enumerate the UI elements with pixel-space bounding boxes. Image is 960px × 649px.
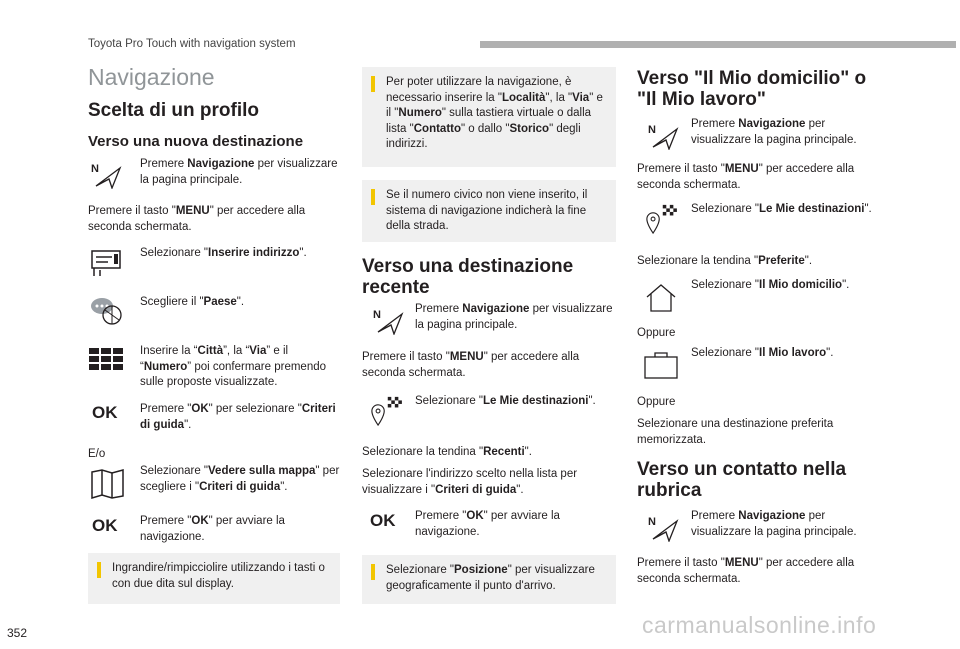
heading-home-work: Verso "Il Mio domicilio" o "Il Mio lavoro" (637, 68, 867, 110)
heading-contact: Verso un contatto nella rubrica (637, 459, 847, 501)
country-icon (90, 296, 126, 326)
step-press-ok-criteria: Premere "OK" per selezionare "Criteri di guida". (140, 403, 336, 431)
step-my-destinations: Selezionare "Le Mie destinazioni". (415, 395, 596, 407)
navigation-icon (645, 512, 681, 542)
step-press-ok-start: Premere "OK" per avviare la navigazione. (415, 510, 560, 538)
note-marker (371, 189, 375, 205)
watermark: carmanualsonline.info (642, 612, 877, 638)
step-my-work: Selezionare "Il Mio lavoro". (691, 347, 834, 359)
svg-text:N: N (648, 124, 656, 136)
heading-recent-destination: Verso una destinazione recente (362, 256, 574, 298)
heading-new-destination: Verso una nuova destinazione (88, 133, 304, 150)
step-view-map: Selezionare "Vedere sulla mappa" per scegliere i "Criteri di guida". (140, 465, 340, 493)
step-press-navigation: Premere Navigazione per visualizzare la pagina principale. (415, 303, 613, 331)
menu-instruction: Premere il tasto "MENU" per accedere alla seconda schermata. (88, 205, 306, 233)
and-or-label: E/o (88, 448, 106, 460)
ok-icon: OK (92, 403, 118, 422)
svg-text:N: N (373, 309, 381, 321)
step-choose-country: Scegliere il "Paese". (140, 296, 245, 308)
step-my-home: Selezionare "Il Mio domicilio". (691, 279, 850, 291)
section-title: Navigazione (88, 64, 215, 90)
or-label: Oppure (637, 327, 676, 339)
step-select-address: Selezionare l'indirizzo scelto nella lista per visualizzare i "Criteri di guida". (362, 468, 578, 496)
ok-icon: OK (92, 516, 118, 535)
note-address-required: Per poter utilizzare la navigazione, è necessario inserire la "Località", la "Via" e il "Numero" sulla tastiera virtuale o dalla lista "Contatto" o dallo "Storico" degli indirizzi. (362, 67, 616, 167)
my-destinations-icon (643, 204, 679, 234)
step-favourites-tab: Selezionare la tendina "Preferite". (637, 255, 813, 267)
navigation-icon (645, 120, 681, 150)
ok-icon: OK (370, 511, 396, 530)
heading-profile: Scelta di un profilo (88, 100, 260, 121)
keyboard-icon (88, 345, 124, 375)
enter-address-icon (90, 248, 126, 278)
header-divider (480, 41, 956, 48)
map-icon (90, 469, 126, 499)
note-marker (371, 564, 375, 580)
header-title: Toyota Pro Touch with navigation system (88, 38, 296, 50)
note-zoom: Ingrandire/rimpicciolire utilizzando i tasti o con due dita sul display. (88, 553, 340, 604)
step-press-navigation: Premere Navigazione per visualizzare la pagina principale. (691, 118, 857, 146)
step-enter-city-street: Inserire la “Città”, la “Via” e il “Numero” poi confermare premendo sulle proposte visualizzate. (140, 345, 327, 388)
or-label: Oppure (637, 396, 676, 408)
note-position: Selezionare "Posizione" per visualizzare geograficamente il punto d'arrivo. (362, 555, 616, 604)
menu-instruction: Premere il tasto "MENU" per accedere alla seconda schermata. (637, 163, 855, 191)
menu-instruction: Premere il tasto "MENU" per accedere alla seconda schermata. (637, 557, 855, 585)
note-marker (97, 562, 101, 578)
svg-text:N: N (648, 516, 656, 528)
step-press-ok-start: Premere "OK" per avviare la navigazione. (140, 515, 285, 543)
step-enter-address: Selezionare "Inserire indirizzo". (140, 247, 307, 259)
step-recent-tab: Selezionare la tendina "Recenti". (362, 446, 532, 458)
step-press-navigation: Premere Navigazione per visualizzare la pagina principale. (691, 510, 857, 538)
note-marker (371, 76, 375, 92)
home-icon (643, 283, 679, 313)
menu-instruction: Premere il tasto "MENU" per accedere alla seconda schermata. (362, 351, 580, 379)
page-number: 352 (7, 626, 28, 640)
navigation-icon (370, 305, 406, 335)
note-house-number: Se il numero civico non viene inserito, il sistema di navigazione indicherà la fine della strada. (362, 180, 616, 242)
svg-text:N: N (91, 163, 99, 175)
step-select-favourite: Selezionare una destinazione preferita memorizzata. (637, 418, 834, 446)
step-press-navigation: Premere Navigazione per visualizzare la pagina principale. (140, 158, 338, 186)
work-briefcase-icon (643, 350, 679, 380)
step-my-destinations: Selezionare "Le Mie destinazioni". (691, 203, 872, 215)
my-destinations-icon (368, 396, 404, 426)
navigation-icon (88, 159, 124, 189)
